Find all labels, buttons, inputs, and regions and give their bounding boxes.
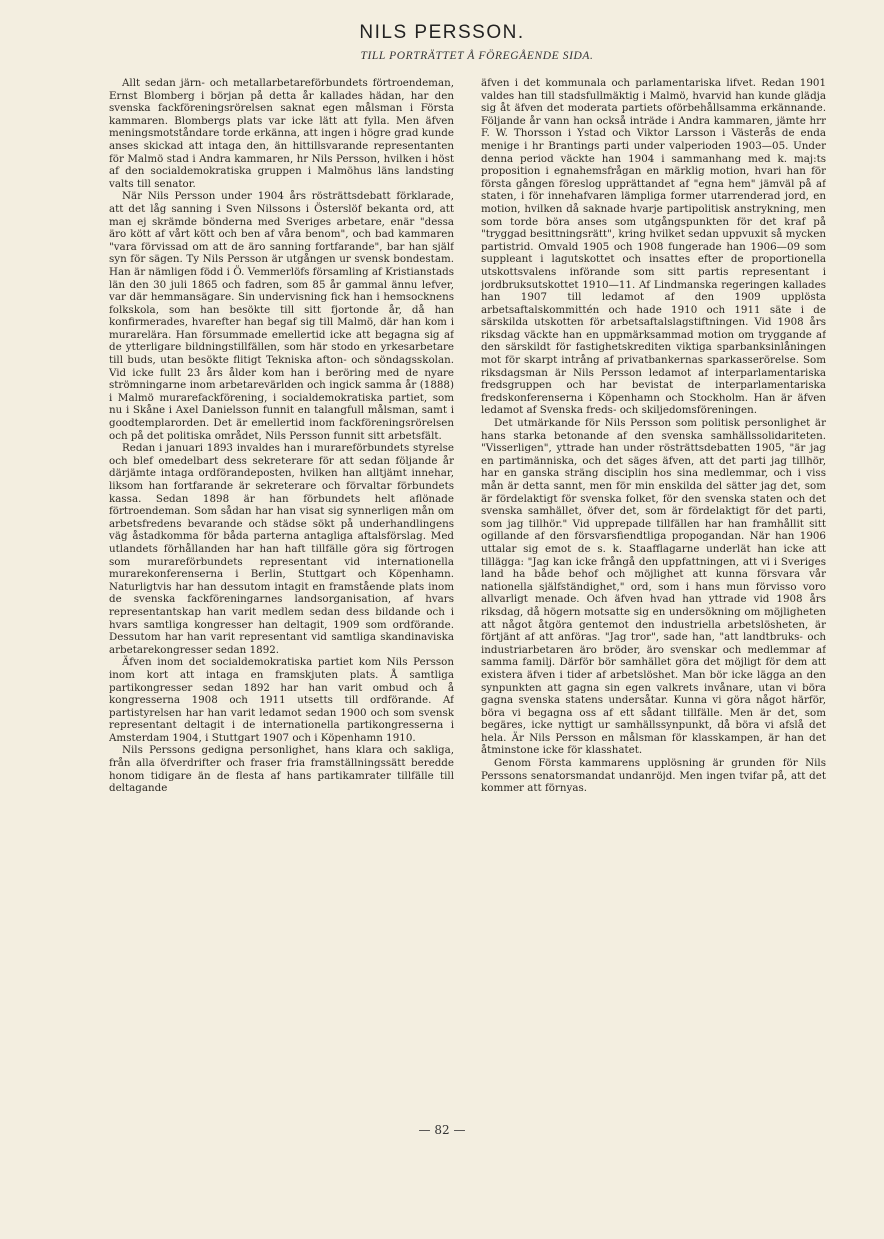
left-text-column (109, 77, 454, 1117)
paragraph: Redan i januari 1893 invaldes han i murareförbundets styrelse och blef omedelbart dess sekreterare för att sedan följande år därjämte intaga ordförandeposten, hvilken han alltjämt innehar, liksom han fortfarande är sekreterare och förvaltar förbundets kassa. Sedan 1898 är han förbundets helt aflönade förtroendeman. Som sådan har han visat sig synnerligen mån om arbetsfredens bevarande och städse sökt på underhandlingens väg åstadkomma för båda parterna antagliga aftalsförslag. Med utlandets förhållanden har han haft tillfälle göra sig förtrogen som murareförbundets representant vid internationella murarekonferenserna i Berlin, Stuttgart och Köpenhamn. Naturligtvis har han dessutom intagit en framstående plats inom de svenska fackföreningarnes landsorganisation, af hvars representantskap han varit medlem sedan dess bildande och i hvars samtliga kongresser han deltagit, 1909 som ordförande. Dessutom har han varit representant vid samtliga skandinaviska arbetarekongresser sedan 1892. (109, 442, 454, 656)
paragraph: Äfven inom det socialdemokratiska partiet kom Nils Persson inom kort att intaga en framskjuten plats. Å samtliga partikongresser sedan 1892 har han varit ombud och å kongresserna 1908 och 1911 utsetts till ordförande. Af partistyrelsen har han varit ledamot sedan 1900 och som svensk representant deltagit i de internationella partikongresserna i Amsterdam 1904, i Stuttgart 1907 och i Köpenhamn 1910. (109, 656, 454, 744)
paragraph: Genom Första kammarens upplösning är grunden för Nils Perssons senatorsmandat undanröjd. Men ingen tvifar på, att det kommer att förnyas. (481, 757, 826, 795)
paragraph: Allt sedan järn- och metallarbetareförbundets förtroendeman, Ernst Blomberg i början på detta år kallades hädan, har den svenska fackföreningsrörelsen saknat egen målsman i Första kammaren. Blombergs plats var icke lätt att fylla. Men äfven meningsmotståndare torde erkänna, att ingen i högre grad kunde anses skickad att intaga den, än hittillsvarande representanten för Malmö stad i Andra kammaren, hr Nils Persson, hvilken i höst af den socialdemokratiska gruppen i Malmöhus läns landsting valts till senator. (109, 77, 454, 190)
paragraph: Det utmärkande för Nils Persson som politisk personlighet är hans starka betonande af den svenska samhällssolidariteten. "Visserligen", yttrade han under rösträttsdebatten 1905, "är jag en partimänniska, och det säges äfven, att det parti jag tillhör, har en ganska sträng disciplin hos sina medlemmar, och i viss mån är detta sannt, men för min enskilda del sätter jag det, som är fördelaktigt för svenska folket, för den svenska staten och det svenska samhället, öfver det, som är fördelaktigt för det parti, som jag tillhör." Vid upprepade tillfällen har han framhållit sitt ogillande af den försvarsfiendtliga propogandan. När han 1906 uttalar sig emot de s. k. Staafflagarne underlät han icke att tillägga: "Jag kan icke frångå den uppfattningen, att vi i Sveriges land ha både behof och möjlighet att kunna försvara vår nationella själfständighet," ord, som i hans mun förvisso voro allvarligt menade. Och äfven hvad han yttrade vid 1908 års riksdag, då högern motsatte sig en undersökning om möjligheten att något åtgöra gentemot den industriella arbetslösheten, är förtjänt af att anföras. "Jag tror", sade han, "att landtbruks- och industriarbetaren äro bröder, äro svenskar och medlemmar af samma familj. Därför bör samhället göra det möjligt för dem att existera äfven i tider af arbetslöshet. Man bör icke lägga an den synpunkten att gagna sin egen valkrets invånare, utan vi böra gagna svenska statens undersåtar. Kunna vi göra något härför, böra vi begagna oss af ett sådant tillfälle. Men är det, som begäres, icke nyttigt ur samhällssynpunkt, då böra vi afslå det hela. Är Nils Persson en målsman för klasskampen, är han det åtminstone icke för klasshatet. (481, 417, 826, 757)
paragraph: När Nils Persson under 1904 års rösträttsdebatt förklarade, att det låg sanning i Sven Nilssons i Österslöf bekanta ord, att man ej skrämde bönderna med Sveriges arbetare, enär "dessa äro kött af vårt kött och ben af våra benom", och bad kammaren "vara förvissad om att de äro sanning fortfarande", bar han själf syn för sägen. Ty Nils Persson är utgången ur svensk bondestam. Han är nämligen född i Ö. Vemmerlöfs församling af Kristianstads län den 30 juli 1865 och fadren, som 85 år gammal ännu lefver, var där hemmansägare. Sin undervisning fick han i hemsocknens folkskola, som han besökte till sitt fjortonde år, då han konfirmerades, hvarefter han begaf sig till Malmö, där han kom i murarelära. Han försummade emellertid icke att begagna sig af de ytterligare bildningstillfällen, som här stodo en yrkesarbetare till buds, utan besökte flitigt Tekniska afton- och söndagsskolan. Vid icke fullt 23 års ålder kom han i beröring med de nyare strömningarne inom arbetarevärlden och ingick samma år (1888) i Malmö murarefackförening, i socialdemokratiska partiet, som nu i Skåne i Axel Danielsson funnit en talangfull målsman, samt i goodtemplarorden. Det är emellertid inom fackföreningsrörelsen och på det politiska området, Nils Persson funnit sitt arbetsfält. (109, 190, 454, 442)
right-text-column (481, 77, 826, 1117)
article-subtitle: TILL PORTRÄTTET Å FÖREGÅENDE SIDA. (360, 50, 594, 62)
article-title: NILS PERSSON. (359, 22, 525, 43)
paragraph: äfven i det kommunala och parlamentariska lifvet. Redan 1901 valdes han till stadsfullmäktig i Malmö, hvarvid han kunde glädja sig åt äfven det moderata partiets oförbehållsamma erkännande. Följande år vann han också inträde i Andra kammaren, jämte hrr F. W. Thorsson i Ystad och Viktor Larsson i Västerås de enda menige i hr Brantings parti under valperioden 1903—05. Under denna period väckte han 1904 i sammanhang med k. maj:ts proposition i egnahemsfrågan en märklig motion, hvari han för första gången föreslog upprättandet af "egna hem" jämväl på af staten, i för innehafvaren lämpliga former utarrenderad jord, en motion, hvilken då saknade hvarje partipolitisk anstrykning, men som torde böra anses som utgångspunkten för det kraf på "tryggad besittningsrätt", kring hvilket sedan uppvuxit så mycken partistrid. Omvald 1905 och 1908 fungerade han 1906—09 som suppleant i lagutskottet och insattes efter de proportionella utskottsvalens införande som sitt partis representant i jordbruksutskottet 1910—11. Af Lindmanska regeringen kallades han 1907 till ledamot af den 1909 upplösta arbetsaftalskommittén och hade 1910 och 1911 säte i de särskilda utskotten för arbetsaftalslagstiftningen. Vid 1908 års riksdag väckte han en uppmärksammad motion om tryggande af den särskildt för fastighetskrediten viktiga sparbanksinlåningen mot för skarpt intrång af privatbankernas sparkasserörelse. Som riksdagsman är Nils Persson ledamot af interparlamentariska fredsgruppen och har bevistat de interparlamentariska fredskonferenserna i Köpenhamn och Stockholm. Han är äfven ledamot af Svenska freds- och skiljedomsföreningen. (481, 77, 826, 417)
paragraph: Nils Perssons gedigna personlighet, hans klara och sakliga, från alla öfverdrifter och fraser fria framställningssätt beredde honom tidigare än de flesta af hans partikamrater tillfälle till deltagande (109, 744, 454, 795)
page-number: — 82 — (418, 1123, 466, 1137)
